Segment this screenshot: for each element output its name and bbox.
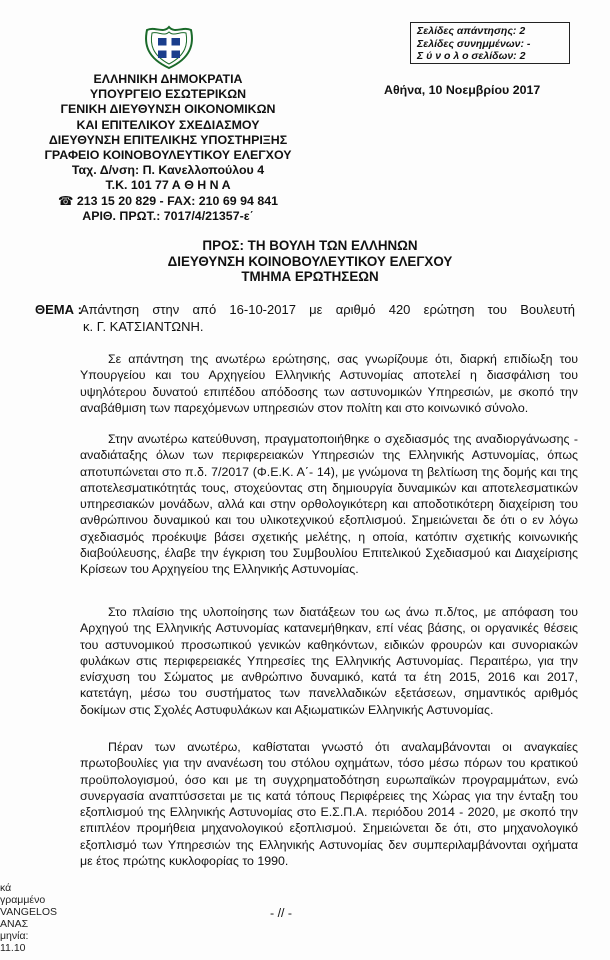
body-paragraph: Σε απάντηση της ανωτέρω ερώτησης, σας γνωρίζουμε ότι, διαρκή επιδίωξη του Υπουργείου και του Αρχηγείου Ελληνικής Αστυνομίας αποτελεί η διασφάλιση του υψηλότερου δυνατού επιπέδου απόδοσης των αστυνομικών Υπηρεσιών, με σκοπό την αναβάθμιση των παρεχόμενων υπηρεσιών στον πολίτη και στο κοινωνικό σύνολο. (80, 352, 578, 415)
postcode-line: Τ.Κ. 101 77 Α Θ Η Ν Α (105, 178, 231, 193)
protocol-number: ΑΡΙΘ. ΠΡΩΤ.: 7017/4/21357-ε΄ (82, 208, 254, 223)
side-note-line: κά (0, 882, 12, 894)
recipient-block (40, 238, 580, 285)
recipient-line: ΠΡΟΣ: ΤΗ ΒΟΥΛΗ ΤΩΝ ΕΛΛΗΝΩΝ (202, 238, 418, 253)
side-note-line: γραμμένο (0, 894, 46, 906)
attachment-pages: Σελίδες συνημμένων: - (417, 37, 531, 50)
response-pages: Σελίδες απάντησης: 2 (417, 25, 526, 37)
page-count-box (410, 22, 570, 64)
side-note (0, 882, 57, 954)
side-note-line: ΑΝΑΣ (0, 918, 29, 930)
subject-line: κ. Γ. ΚΑΤΣΙΑΝΤΩΝΗ. (83, 318, 204, 334)
address-line: Ταχ. Δ/νση: Π. Κανελλοπούλου 4 (71, 163, 265, 178)
greek-emblem-icon (141, 24, 197, 70)
body-paragraph: Στην ανωτέρω κατεύθυνση, πραγματοποιήθηκε ο σχεδιασμός της αναδιοργάνωσης - αναδιάταξης όλων των περιφερειακών Υπηρεσιών της Ελληνικής Αστυνομίας, όπως αποτυπώνεται στο π.δ. 7/2017 (Φ.Ε.Κ. Α΄- 14), με γνώμονα τη βελτίωση της δομής και της αποτελεσματικότητάς τους, στοχεύοντας στη δημιουργία δυναμικών και αποτελεσματικών υπηρεσιακών μονάδων, αλλά και στην ορθολογικότερη και αποδοτικότερη διαχείριση του ανθρώπινου δυναμικού και του υλικοτεχνικού εξοπλισμού. Σημειώνεται δε ότι ο εν λόγω σχεδιασμός προέκυψε βάσει σχετικής μελέτης, η οποία, κατόπιν σχετικής κοινωνικής διαβούλευσης, έλαβε την έγκριση του Συμβουλίου Επιτελικού Σχεδιασμού και Διαχείρισης Κρίσεων του Αρχηγείου της Ελληνικής Αστυνομίας. (80, 432, 578, 577)
body-paragraph: Πέραν των ανωτέρω, καθίσταται γνωστό ότι αναλαμβάνονται οι αναγκαίες πρωτοβουλίες για την ανανέωση του στόλου οχημάτων, τόσο μέσω πόρων του κρατικού προϋπολογισμού, όσο και με τη συγχρηματοδότηση ευρωπαϊκών προγραμμάτων, ενώ συνεργασία αναπτύσσεται με τις κατά τόπους Περιφέρειες της Χώρας για την ένταξη του εξοπλισμού της Ελληνικής Αστυνομίας στο Ε.Σ.Π.Α. περιόδου 2014 - 2020, με σκοπό την επιπλέον προμήθεια μηχανολογικού εξοπλισμού. Σημειώνεται δε ότι, στο μηχανολογικό εξοπλισμό των Υπηρεσιών της Ελληνικής Αστυνομίας δεν συμπεριλαμβάνονται οχήματα με έτος πρώτης κυκλοφορίας το 1990. (80, 740, 578, 869)
phone-fax-line: ☎ 213 15 20 829 - FAX: 210 69 94 841 (57, 193, 279, 208)
document-date: Αθήνα, 10 Νοεμβρίου 2017 (384, 83, 541, 97)
subject-text (80, 302, 575, 335)
recipient-line: ΤΜΗΜΑ ΕΡΩΤΗΣΕΩΝ (241, 269, 379, 284)
header-line: ΔΙΕΥΘΥΝΣΗ ΕΠΙΤΕΛΙΚΗΣ ΥΠΟΣΤΗΡΙΞΗΣ (48, 132, 288, 147)
body-paragraph: Στο πλαίσιο της υλοποίησης των διατάξεων του ως άνω π.δ/τος, με απόφαση του Αρχηγού της Ελληνικής Αστυνομίας κατανεμήθηκαν, επί νέας βάσης, οι οργανικές θέσεις του αστυνομικού προσωπικού γενικών καθηκόντων, ειδικών φρουρών και συνοριακών φυλάκων στις περιφερειακές Υπηρεσίες της Ελληνικής Αστυνομίας. Περαιτέρω, για την ενίσχυση του Σώματος με ανθρώπινο δυναμικό, κατά τα έτη 2015, 2016 και 2017, κατετάγη, μέσω του συστήματος των πανελλαδικών εξετάσεων, σημαντικός αριθμός δοκίμων στις Σχολές Αστυφυλάκων και Αξιωματικών Ελληνικής Αστυνομίας. (80, 605, 578, 717)
total-pages: Σ ύ ν ο λ ο σελίδων: 2 (417, 50, 526, 62)
header-line: ΓΕΝΙΚΗ ΔΙΕΥΘΥΝΣΗ ΟΙΚΟΝΟΜΙΚΩΝ (60, 102, 276, 117)
ministry-header (28, 72, 308, 224)
side-note-line: 11.10 (0, 942, 26, 954)
page-number: - // - (270, 906, 293, 920)
header-line: ΓΡΑΦΕΙΟ ΚΟΙΝΟΒΟΥΛΕΥΤΙΚΟΥ ΕΛΕΓΧΟΥ (44, 148, 292, 163)
header-line: ΥΠΟΥΡΓΕΙΟ ΕΣΩΤΕΡΙΚΩΝ (89, 87, 247, 102)
recipient-line: ΔΙΕΥΘΥΝΣΗ ΚΟΙΝΟΒΟΥΛΕΥΤΙΚΟΥ ΕΛΕΓΧΟΥ (167, 253, 453, 269)
side-note-line: μηνία: (0, 930, 29, 942)
side-note-line: VANGELOS (0, 906, 57, 918)
header-line: ΚΑΙ ΕΠΙΤΕΛΙΚΟΥ ΣΧΕΔΙΑΣΜΟΥ (76, 117, 260, 132)
header-line: ΕΛΛΗΝΙΚΗ ΔΗΜΟΚΡΑΤΙΑ (93, 72, 243, 86)
subject-line: Απάντηση στην από 16-10-2017 με αριθμό 420 ερώτηση του Βουλευτή (80, 302, 575, 317)
subject-label: ΘΕΜΑ : (35, 302, 82, 317)
